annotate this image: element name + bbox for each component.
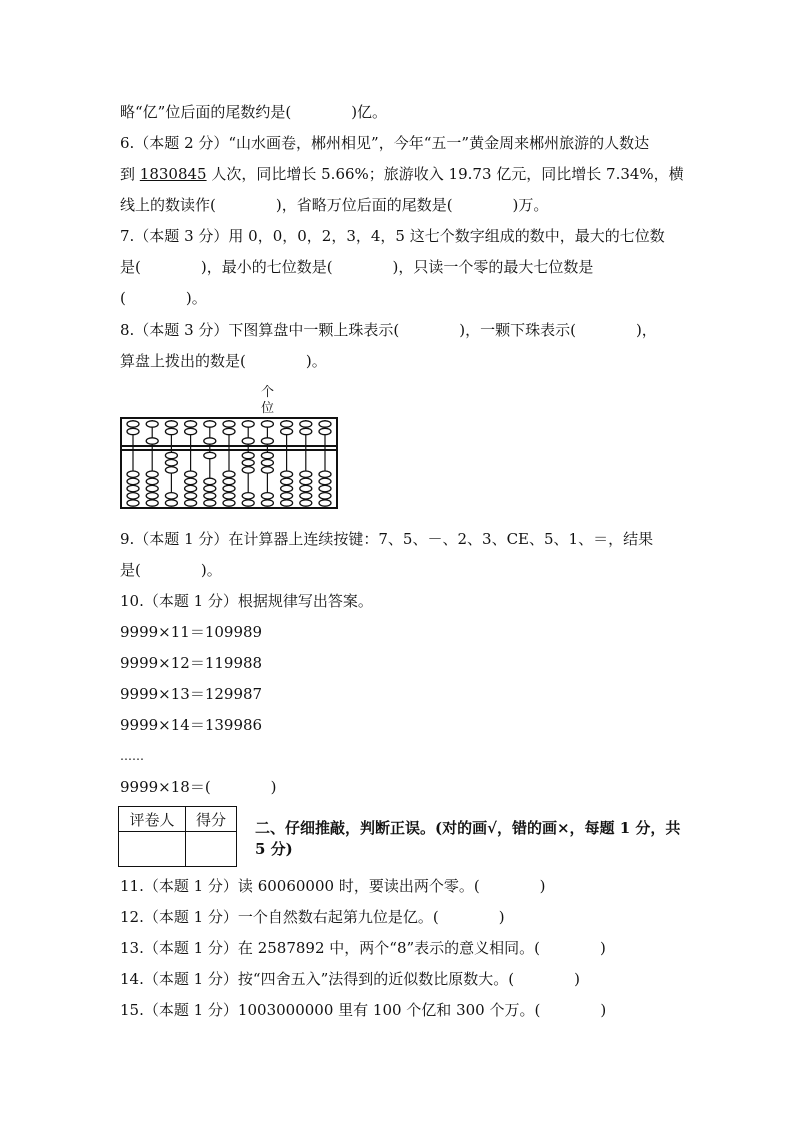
- abacus-bead-lower: [127, 471, 139, 477]
- grader-header-reviewer: 评卷人: [119, 807, 186, 832]
- abacus-bead-lower: [319, 500, 331, 506]
- abacus-bead-upper: [127, 421, 139, 427]
- q6-line1: 6.（本题 2 分）“山水画卷，郴州相见”，今年“五一”黄金周来郴州旅游的人数达: [120, 134, 650, 152]
- q8-line1: 8.（本题 3 分）下图算盘中一颗上珠表示( )，一颗下珠表示( )，: [120, 321, 657, 339]
- q10-eq3: 9999×13＝129987: [120, 685, 263, 703]
- abacus-bead-lower: [223, 471, 235, 477]
- abacus-bead-upper: [281, 428, 293, 434]
- q7-line1: 7.（本题 3 分）用 0，0，0，2，3，4，5 这七个数字组成的数中，最大的七位数: [120, 227, 665, 245]
- q6-underlined-number: 1830845: [139, 165, 207, 183]
- abacus-bead-lower: [242, 467, 254, 473]
- abacus-bead-lower: [204, 493, 216, 499]
- abacus-bead-upper: [242, 421, 254, 427]
- abacus-bead-lower: [300, 500, 312, 506]
- abacus-bead-lower: [281, 485, 293, 491]
- abacus-bead-upper: [242, 438, 254, 444]
- abacus-bead-lower: [165, 467, 177, 473]
- abacus-bead-lower: [281, 493, 293, 499]
- q15-line: 15.（本题 1 分）1003000000 里有 100 个亿和 300 个万。( ): [120, 1001, 607, 1019]
- q6-line2-post: 人次，同比增长 5.66%；旅游收入 19.73 亿元，同比增长 7.34%，横: [206, 165, 684, 183]
- q11-line: 11.（本题 1 分）读 60060000 时，要读出两个零。( ): [120, 877, 546, 895]
- abacus-bead-lower: [204, 478, 216, 484]
- abacus-bead-lower: [242, 493, 254, 499]
- abacus-bead-lower: [242, 452, 254, 458]
- q10-eq5: 9999×18＝( ): [120, 778, 277, 796]
- abacus-bead-lower: [261, 467, 273, 473]
- abacus-bead-lower: [185, 493, 197, 499]
- abacus-bead-lower: [185, 500, 197, 506]
- abacus-bead-lower: [185, 478, 197, 484]
- q6-line2: [120, 164, 684, 184]
- abacus-bead-lower: [127, 478, 139, 484]
- abacus-bead-lower: [165, 452, 177, 458]
- abacus-bead-upper: [261, 438, 273, 444]
- abacus-bead-upper: [185, 428, 197, 434]
- abacus-bead-lower: [319, 493, 331, 499]
- q10-ellipsis: ……: [120, 749, 144, 763]
- abacus-bead-lower: [319, 471, 331, 477]
- abacus-bead-lower: [204, 452, 216, 458]
- abacus-bead-lower: [146, 485, 158, 491]
- q10-eq4: 9999×14＝139986: [120, 716, 263, 734]
- abacus-bead-upper: [185, 421, 197, 427]
- abacus-bead-lower: [300, 478, 312, 484]
- abacus-bead-lower: [204, 500, 216, 506]
- abacus-bead-lower: [165, 493, 177, 499]
- q9-line2: 是( )。: [120, 561, 222, 579]
- abacus-label-ge: 个: [261, 385, 275, 400]
- abacus-bead-upper: [204, 421, 216, 427]
- abacus-bead-lower: [319, 485, 331, 491]
- q7-line3: ( )。: [120, 289, 207, 307]
- abacus-bead-lower: [127, 493, 139, 499]
- q12-line: 12.（本题 1 分）一个自然数右起第九位是亿。( ): [120, 908, 505, 926]
- abacus-bead-upper: [223, 421, 235, 427]
- abacus-bead-lower: [185, 471, 197, 477]
- abacus-bead-lower: [127, 485, 139, 491]
- abacus-label-wei: 位: [261, 401, 275, 416]
- abacus-figure: [120, 417, 338, 509]
- abacus-bead-lower: [223, 478, 235, 484]
- abacus-bead-upper: [300, 428, 312, 434]
- abacus-bead-upper: [127, 428, 139, 434]
- q13-line: 13.（本题 1 分）在 2587892 中，两个“8”表示的意义相同。( ): [120, 939, 606, 957]
- abacus-bead-upper: [223, 428, 235, 434]
- abacus-bead-lower: [165, 460, 177, 466]
- abacus-bead-lower: [242, 500, 254, 506]
- abacus-bead-upper: [319, 421, 331, 427]
- abacus-bead-lower: [300, 471, 312, 477]
- abacus-bead-lower: [146, 493, 158, 499]
- abacus-bead-lower: [146, 478, 158, 484]
- abacus-bead-upper: [281, 421, 293, 427]
- grader-header-score: 得分: [186, 807, 237, 832]
- abacus-bead-upper: [146, 438, 158, 444]
- abacus-bead-lower: [261, 493, 273, 499]
- line-q5-end: 略“亿”位后面的尾数约是( )亿。: [120, 103, 388, 121]
- abacus-bead-lower: [281, 478, 293, 484]
- abacus-bead-upper: [300, 421, 312, 427]
- grader-reviewer-cell: [119, 832, 186, 867]
- q6-line3: 线上的数读作( )，省略万位后面的尾数是( )万。: [120, 196, 549, 214]
- q6-line2-pre: 到: [120, 165, 140, 183]
- q14-line: 14.（本题 1 分）按“四舍五入”法得到的近似数比原数大。( ): [120, 970, 580, 988]
- abacus-drawing: [120, 417, 338, 509]
- abacus-bead-lower: [223, 485, 235, 491]
- abacus-bead-lower: [204, 485, 216, 491]
- abacus-bead-upper: [261, 421, 273, 427]
- abacus-bead-lower: [185, 485, 197, 491]
- abacus-bead-upper: [204, 438, 216, 444]
- abacus-bead-lower: [281, 471, 293, 477]
- abacus-bead-upper: [319, 428, 331, 434]
- abacus-bead-lower: [281, 500, 293, 506]
- abacus-bead-lower: [261, 460, 273, 466]
- q10-line: 10.（本题 1 分）根据规律写出答案。: [120, 592, 373, 610]
- abacus-bead-upper: [146, 421, 158, 427]
- q7-line2: 是( )，最小的七位数是( )，只读一个零的最大七位数是: [120, 258, 594, 276]
- grader-table: [118, 806, 237, 867]
- abacus-bead-lower: [242, 460, 254, 466]
- q9-line1: 9.（本题 1 分）在计算器上连续按键：7、5、－、2、3、CE、5、1、＝，结果: [120, 530, 654, 548]
- abacus-bead-lower: [146, 500, 158, 506]
- abacus-bead-lower: [146, 471, 158, 477]
- abacus-bead-lower: [319, 478, 331, 484]
- abacus-bead-lower: [261, 452, 273, 458]
- q10-eq2: 9999×12＝119988: [120, 654, 263, 672]
- q10-eq1: 9999×11＝109989: [120, 623, 263, 641]
- abacus-bead-lower: [127, 500, 139, 506]
- abacus-bead-lower: [223, 493, 235, 499]
- abacus-bead-lower: [300, 493, 312, 499]
- abacus-bead-lower: [300, 485, 312, 491]
- grader-score-cell: [186, 832, 237, 867]
- abacus-bead-lower: [261, 500, 273, 506]
- section-2-title: 二、仔细推敲，判断正误。(对的画√，错的画×，每题 1 分，共 5 分): [255, 819, 681, 858]
- q8-line2: 算盘上拨出的数是( )。: [120, 352, 327, 370]
- abacus-bead-lower: [223, 500, 235, 506]
- abacus-bead-lower: [165, 500, 177, 506]
- abacus-bead-upper: [165, 428, 177, 434]
- abacus-bead-upper: [165, 421, 177, 427]
